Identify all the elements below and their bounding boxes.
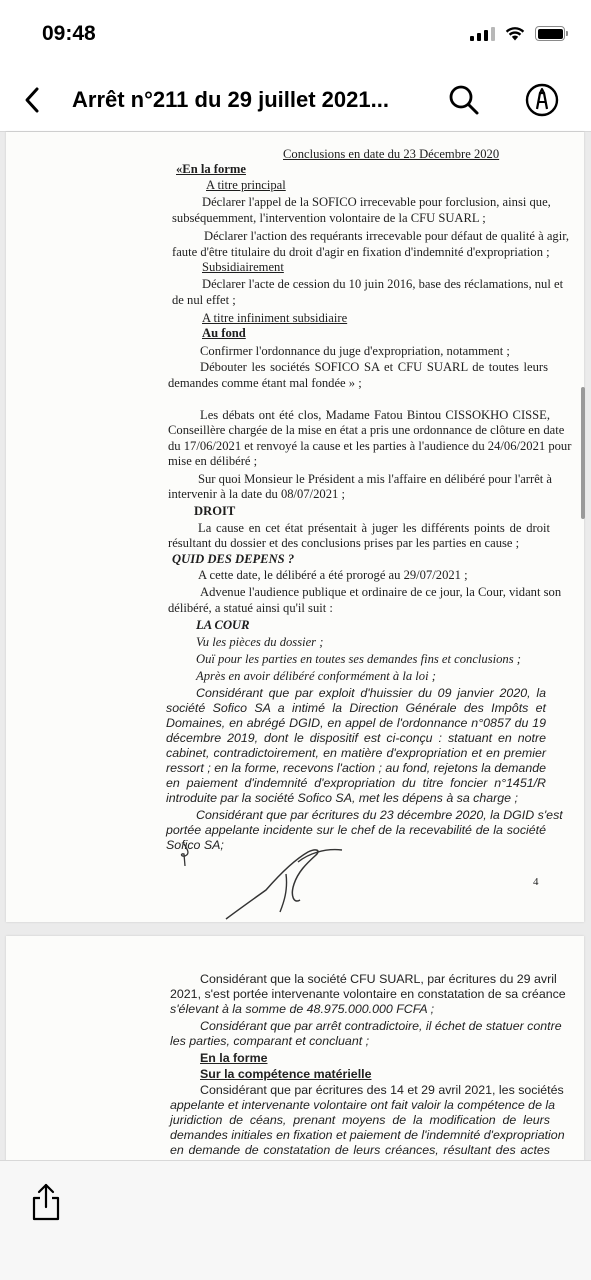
doc-line: demandes initiales en fixation et paiement de l'indemnité d'expropriation	[170, 1128, 565, 1142]
doc-line: Après en avoir délibéré conformément à la loi ;	[196, 669, 436, 683]
doc-line: intervenir à la date du 08/07/2021 ;	[168, 487, 345, 501]
doc-line: DROIT	[194, 504, 236, 518]
back-button[interactable]	[14, 82, 50, 118]
doc-line: introduite par la société Sofico SA, met les dépens à sa charge ;	[166, 791, 518, 805]
doc-line: du 17/06/2021 et renvoyé la cause et les parties à l'audience du 24/06/2021 pour	[168, 439, 572, 453]
doc-line: délibéré, a statué ainsi qu'il suit :	[168, 601, 333, 615]
doc-line: Ouï pour les parties en toutes ses demandes fins et conclusions ;	[196, 652, 521, 666]
doc-line: Débouter les sociétés SOFICO SA et CFU SUARL de toutes leurs	[200, 360, 548, 374]
document-title: Arrêt n°211 du 29 juillet 2021...	[72, 87, 389, 112]
doc-line: Considérant que par exploit d'huissier du 09 janvier 2020, la	[196, 686, 546, 700]
doc-line: de nul effet ;	[172, 293, 236, 307]
doc-line: portée appelante incidente sur le chef de la recevabilité de la société	[166, 823, 546, 837]
doc-line: Advenue l'audience publique et ordinaire de ce jour, la Cour, vidant son	[200, 585, 562, 599]
doc-line: QUID DES DEPENS ?	[172, 552, 295, 566]
bottom-toolbar	[0, 1160, 591, 1280]
doc-line: les parties, comparant et concluant ;	[170, 1034, 370, 1048]
doc-line: Considérant que par arrêt contradictoire, il échet de statuer contre	[200, 1019, 562, 1033]
search-button[interactable]	[446, 82, 482, 118]
doc-line: Déclarer l'acte de cession du 10 juin 2016, base des réclamations, nul et	[202, 277, 564, 291]
doc-line: En la forme	[200, 1051, 268, 1065]
doc-line: Confirmer l'ordonnance du juge d'expropriation, notamment ;	[200, 344, 510, 358]
page-number: 4	[533, 876, 539, 888]
doc-line: Conseillère chargée de la mise en état a pris une ordonnance de clôture en date	[168, 423, 565, 437]
doc-line: résultant du dossier et des conclusions prises par les parties en cause ;	[168, 536, 520, 550]
doc-line: ressort ; en la forme, recevons l'action ; au fond, rejetons la demande	[166, 761, 546, 775]
status-bar	[0, 0, 591, 70]
document-page-5	[6, 936, 584, 1166]
share-icon	[28, 1181, 64, 1223]
doc-line: cabinet, contradictoirement, en matière d'expropriation et en premier	[166, 746, 546, 760]
doc-line: décembre 2019, dont le dispositif est ci-conçu : statuant en notre	[166, 731, 546, 745]
markup-pen-icon	[524, 82, 560, 118]
wifi-icon	[505, 26, 525, 41]
doc-line: Déclarer l'action des requérants irrecevable pour défaut de qualité à agir,	[204, 229, 570, 243]
search-icon	[446, 82, 482, 118]
doc-line: société Sofico SA a intimé la Direction Générale des Impôts et	[166, 701, 546, 715]
doc-line: A titre infiniment subsidiaire	[202, 311, 348, 325]
doc-line: LA COUR	[196, 618, 250, 632]
conclusions-heading: Conclusions en date du 23 Décembre 2020	[283, 147, 500, 161]
doc-line: subséquemment, l'intervention volontaire de la CFU SUARL ;	[172, 211, 486, 225]
navigation-bar	[0, 70, 591, 132]
battery-icon	[535, 26, 565, 41]
doc-line: Sur quoi Monsieur le Président a mis l'affaire en délibéré pour l'arrêt à	[198, 472, 553, 486]
doc-line: mise en délibéré ;	[168, 454, 258, 468]
doc-line: La cause en cet état présentait à juger les différents points de droit	[198, 521, 550, 535]
doc-line: Considérant que par écritures du 23 décembre 2020, la DGID s'est	[196, 808, 563, 822]
doc-line: Considérant que par écritures des 14 et 29 avril 2021, les sociétés	[200, 1083, 564, 1097]
doc-line: A cette date, le délibéré a été prorogé au 29/07/2021 ;	[198, 568, 468, 582]
share-button[interactable]	[28, 1181, 64, 1223]
doc-line: Déclarer l'appel de la SOFICO irrecevable pour forclusion, ainsi que,	[202, 195, 551, 209]
doc-line: Vu les pièces du dossier ;	[196, 635, 324, 649]
doc-line: demandes comme étant mal fondée » ;	[168, 376, 362, 390]
vertical-scrollbar[interactable]	[581, 387, 585, 519]
chevron-left-icon	[22, 86, 42, 114]
doc-line: en demande de constatation de leurs créances, résultant des actes	[170, 1143, 550, 1157]
doc-line: 2021, s'est portée intervenante volontaire en constatation de sa créance	[170, 987, 566, 1001]
doc-line: A titre principal	[206, 178, 286, 192]
doc-line: Sofico SA;	[166, 838, 224, 852]
document-viewport[interactable]	[0, 132, 591, 1160]
handwritten-signature	[166, 844, 346, 924]
doc-line: s'élevant à la somme de 48.975.000.000 FCFA ;	[170, 1002, 435, 1016]
doc-line: Subsidiairement	[202, 260, 284, 274]
doc-line: Sur la compétence matérielle	[200, 1067, 372, 1081]
doc-line: Les débats ont été clos, Madame Fatou Bintou CISSOKHO CISSE,	[200, 408, 550, 422]
doc-line: «En la forme	[176, 162, 246, 176]
doc-line: juridiction de céans, prenant moyens de la modification de leurs	[170, 1113, 550, 1127]
cellular-signal-icon	[470, 27, 495, 41]
status-icons	[470, 26, 565, 41]
doc-line: Considérant que la société CFU SUARL, par écritures du 29 avril	[200, 972, 557, 986]
doc-line: Au fond	[202, 326, 246, 340]
doc-line: en paiement d'indemnité d'expropriation du titre foncier n°1451/R	[166, 776, 546, 790]
doc-line: Domaines, en abrégé DGID, en appel de l'ordonnance n°0857 du 19	[166, 716, 546, 730]
doc-line: appelante et intervenante volontaire ont fait valoir la compétence de la	[170, 1098, 556, 1112]
markup-button[interactable]	[524, 82, 560, 118]
doc-line: faute d'être titulaire du droit d'agir en fixation d'indemnité d'expropriation ;	[172, 245, 550, 259]
document-page-4	[6, 132, 584, 922]
status-time: 09:48	[42, 22, 96, 45]
